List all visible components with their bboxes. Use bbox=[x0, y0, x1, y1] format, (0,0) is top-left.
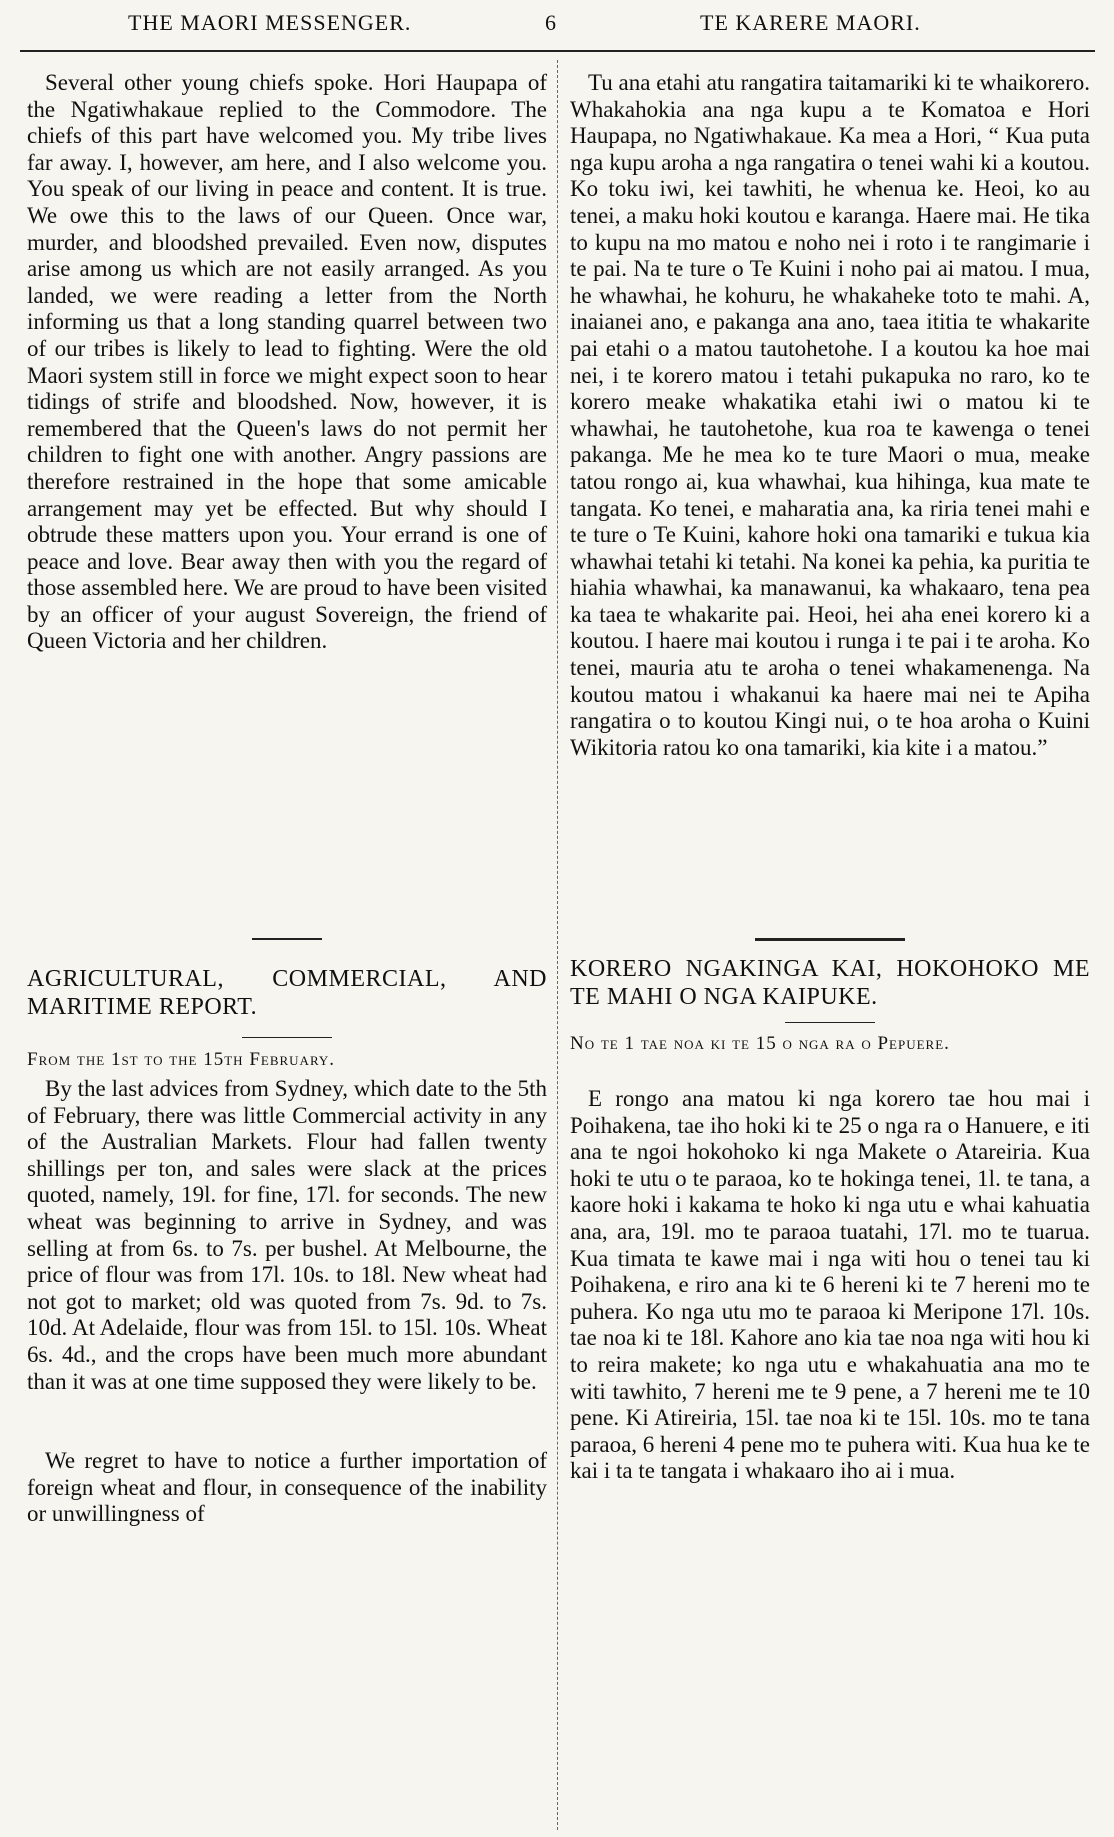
heading-rule-english bbox=[242, 1037, 332, 1038]
speech-paragraph-maori: Tu ana etahi atu rangatira taitamariki ki te whaikorero. Whakahokia ana nga kupu a te Komatoa e Hori Haupapa, no Ngatiwhakaue. Ka mea a Hori, “ Kua puta nga kupu aroha a nga rangatira o tenei wahi ki a koutou. Ko toku iwi, kei tawhiti, he whenua ke. Heoi, ko au tenei, a maku hoki koutou e karanga. Haere mai. He tika to kupu na mo matou e noho nei i roto i te rangimarie i te pai. Na te ture o Te Kuini i noho pai ai matou. I mua, he whawhai, he kohuru, he whakaheke toto te mahi. A, inaianei ano, e pakanga ana ano, taea ititia te whakarite pai etahi o a matou tautohetohe. I a koutou ka hoe mai nei, i te korero matou i tetahi pukapuka no raro, ko te korero meake whakatika etahi iwi o matou ki te whawhai, he tautohetohe, kua roa te kawenga o tenei pakanga. Me he mea ko te ture Maori o mua, meake tatou rongo ai, kua whawhai, kua hihinga, kua mate te tangata. Ko tenei, e maharatia ana, ka riria tenei mahi e te ture o Te Kuini, kahore hoki ona tamariki e tukua kia whawhai tetahi ki tetahi. Na konei ka pehia, ka puritia te hiahia whawhai, ka manawanui, ka whakaaro, tena pea ka taea te whakarite pai. Heoi, hei aha enei korero ki a koutou. I haere mai koutou i runga i te pai i te aroha. Ko tenei, mauria atu te aroha o tenei whakamenenga. Na koutou matou i whakanui ka haere mai nei te Apiha rangatira o to koutou Kingi nui, o te hoa aroha o Kuini Wikitoria ratou ko ona tamariki, kia kite i a matou.” bbox=[570, 70, 1090, 760]
page-number: 6 bbox=[545, 10, 557, 35]
header-title-maori: TE KARERE MAORI. bbox=[700, 10, 921, 35]
report-subheading-english: From the 1st to the 15th February. bbox=[27, 1049, 336, 1070]
section-rule-maori bbox=[755, 938, 905, 941]
heading-rule-maori bbox=[785, 1022, 875, 1023]
header-title-english: THE MAORI MESSENGER. bbox=[128, 10, 412, 35]
report-paragraph-english-1: By the last advices from Sydney, which date to the 5th of February, there was little Commercial activity in any of the Australian Markets. Flour had fallen twenty shillings per ton, and sales were slack at the prices quoted, namely, 19l. for fine, 17l. for seconds. The new wheat was beginning to arrive in Sydney, and was selling at from 6s. to 7s. per bushel. At Melbourne, the price of flour was from 17l. 10s. to 18l. New wheat had not got to market; old was quoted from 7s. 9d. to 7s. 10d. At Adelaide, flour was from 15l. to 15l. 10s. Wheat 6s. 4d., and the crops have been much more abundant than it was at one time supposed they were likely to be. bbox=[27, 1076, 547, 1394]
column-divider bbox=[557, 60, 559, 1830]
section-rule-english bbox=[252, 938, 322, 940]
report-heading-maori: KORERO NGAKINGA KAI, HOKOHOKO ME TE MAHI O NGA KAIPUKE. bbox=[570, 956, 1090, 1010]
report-subheading-maori: No te 1 tae noa ki te 15 o nga ra o Pepuere. bbox=[570, 1033, 950, 1054]
running-head bbox=[0, 6, 1114, 42]
report-paragraph-english-2: We regret to have to notice a further importation of foreign wheat and flour, in consequence of the inability or unwillingness of bbox=[27, 1448, 547, 1527]
report-heading-english: AGRICULTURAL, COMMERCIAL, AND MARITIME REPORT. bbox=[27, 966, 547, 1020]
header-rule bbox=[20, 50, 1095, 52]
speech-paragraph-english: Several other young chiefs spoke. Hori Haupapa of the Ngatiwhakaue replied to the Commodore. The chiefs of this part have welcomed you. My tribe lives far away. I, however, am here, and I also welcome you. You speak of our living in peace and content. It is true. We owe this to the laws of our Queen. Once war, murder, and bloodshed prevailed. Even now, disputes arise among us which are not easily arranged. As you landed, we were reading a letter from the North informing us that a long standing quarrel between two of our tribes is likely to lead to fighting. Were the old Maori system still in force we might expect soon to hear tidings of strife and bloodshed. Now, however, it is remembered that the Queen's laws do not permit her children to fight one with another. Angry passions are therefore restrained in the hope that some amicable arrangement may yet be effected. But why should I obtrude these matters upon you. Your errand is one of peace and love. Bear away then with you the regard of those assembled here. We are proud to have been visited by an officer of your august Sovereign, the friend of Queen Victoria and her children. bbox=[27, 70, 547, 654]
report-paragraph-maori: E rongo ana matou ki nga korero tae hou mai i Poihakena, tae iho hoki ki te 25 o nga ra o Hanuere, e iti ana te ngoi hokohoko ki nga Makete o Atareiria. Kua hoki te utu o te paraoa, ko te hokinga tenei, 1l. te tana, a kaore hoki i kakama te hoko ki nga utu e whai kahuatia ana, ara, 19l. mo te paraoa tuatahi, 17l. mo te tuarua. Kua timata te kawe mai i nga witi hou o tenei tau ki Poihakena, e riro ana ki te 6 hereni ki te 7 hereni mo te puhera. Ko nga utu mo te paraoa ki Meripone 17l. 10s. tae noa ki te 18l. Kahore ano kia tae noa nga witi hou ki to reira makete; ko nga utu e whakahuatia ana mo te witi tawhito, 7 hereni me te 9 pene, a 7 hereni me te 10 pene. Ki Atireiria, 15l. tae noa ki te 15l. 10s. mo te tana paraoa, 6 hereni 4 pene mo te puhera witi. Kua hua ke te kai i ta te tangata i whakaaro iho ai i mua. bbox=[570, 1086, 1090, 1484]
